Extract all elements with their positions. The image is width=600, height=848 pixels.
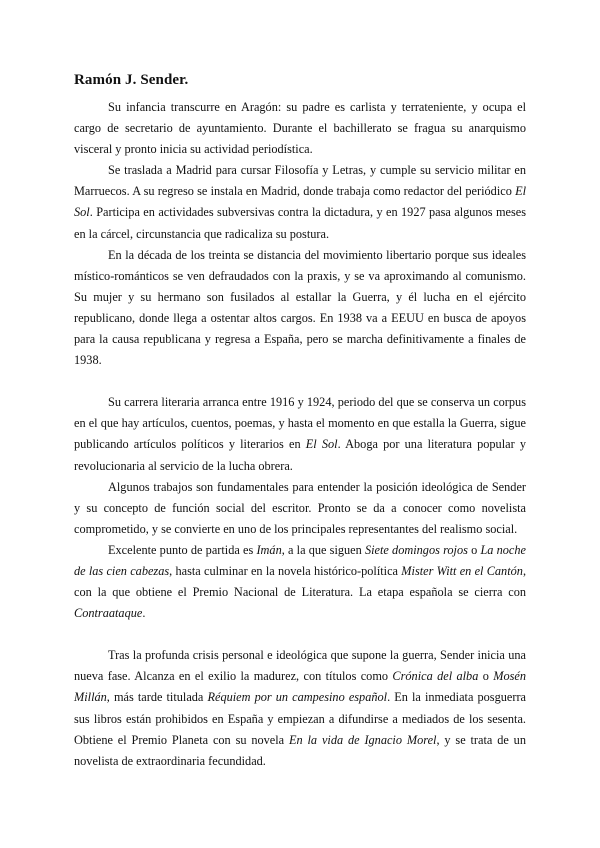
paragraph <box>74 540 526 624</box>
text-segment: , a la que siguen <box>281 542 365 557</box>
text-segment: , más tarde titulada <box>106 690 208 705</box>
italic-title: El Sol <box>74 184 526 220</box>
text-segment: . <box>142 606 146 621</box>
text-segment: Tras la profunda crisis personal e ideológica que supone la guerra, Sender inicia una nueva fase. Alcanza en el exilio la madurez, con títulos como <box>74 648 526 684</box>
italic-title: La noche de las cien cabezas <box>74 542 526 578</box>
italic-title: Crónica del alba <box>392 669 479 684</box>
italic-title: Mister Witt en el Cantón <box>401 563 523 578</box>
paragraph <box>74 392 526 476</box>
text-segment: o <box>478 669 494 684</box>
italic-title: Contraataque <box>74 606 143 621</box>
paragraph <box>74 245 526 372</box>
text-segment: En la década de los treinta se distancia del movimiento libertario porque sus ideales místico-románticos se ven defraudados con la praxis, y se va aproximando al comunismo. Su mujer y su hermano son fusilados al estallar la Guerra, y él lucha en el ejército republicano, donde llega a ostentar altos cargos. En 1938 va a EEUU en busca de apoyos para la causa republicana y regresa a España, pero se marcha definitivamente a finales de 1938. <box>74 247 526 368</box>
text-segment: Algunos trabajos son fundamentales para entender la posición ideológica de Sender y su concepto de función social del escritor. Pronto se da a conocer como novelista comprometido, y se convierte en uno de los principales representantes del realismo social. <box>74 479 526 536</box>
text-segment: . En la inmediata posguerra sus libros están prohibidos en España y empiezan a difundirse a mediados de los sesenta. Obtiene el Premio Planeta con su novela <box>74 690 526 747</box>
text-segment: . Participa en actividades subversivas contra la dictadura, y en 1927 pasa algunos meses en la cárcel, circunstancia que radicaliza su postura. <box>74 205 526 241</box>
italic-title: El Sol <box>305 437 338 452</box>
document-body <box>74 97 526 772</box>
italic-title: Réquiem por un campesino español <box>207 690 388 705</box>
paragraph <box>74 97 526 160</box>
text-segment: o <box>467 542 481 557</box>
paragraph <box>74 160 526 244</box>
text-segment: Su carrera literaria arranca entre 1916 y 1924, periodo del que se conserva un corpus en el que hay artículos, cuentos, poemas, y hasta el momento en que estalla la Guerra, sigue publicando artículos políticos y literarios en <box>74 395 526 452</box>
text-segment: , hasta culminar en la novela histórico-política <box>169 563 402 578</box>
italic-title: En la vida de Ignacio Morel <box>289 732 437 747</box>
text-segment: . Aboga por una literatura popular y revolucionaria al servicio de la lucha obrera. <box>74 437 526 473</box>
page-title: Ramón J. Sender. <box>74 72 189 88</box>
paragraph <box>74 645 526 772</box>
italic-title: Mosén Millán <box>74 669 527 705</box>
text-segment: Se traslada a Madrid para cursar Filosofía y Letras, y cumple su servicio militar en Marruecos. A su regreso se instala en Madrid, donde trabaja como redactor del periódico <box>74 163 526 199</box>
italic-title: Siete domingos rojos <box>364 542 468 557</box>
text-segment: , con la que obtiene el Premio Nacional de Literatura. La etapa española se cierra con <box>74 563 527 600</box>
text-segment: Excelente punto de partida es <box>108 542 257 557</box>
text-segment: , y se trata de un novelista de extraordinaria fecundidad. <box>74 732 526 768</box>
text-segment: Su infancia transcurre en Aragón: su padre es carlista y terrateniente, y ocupa el cargo de secretario de ayuntamiento. Durante el bachillerato se fragua su anarquismo visceral y pronto inicia su actividad periodística. <box>74 100 526 157</box>
paragraph <box>74 477 526 540</box>
italic-title: Imán <box>256 542 282 557</box>
